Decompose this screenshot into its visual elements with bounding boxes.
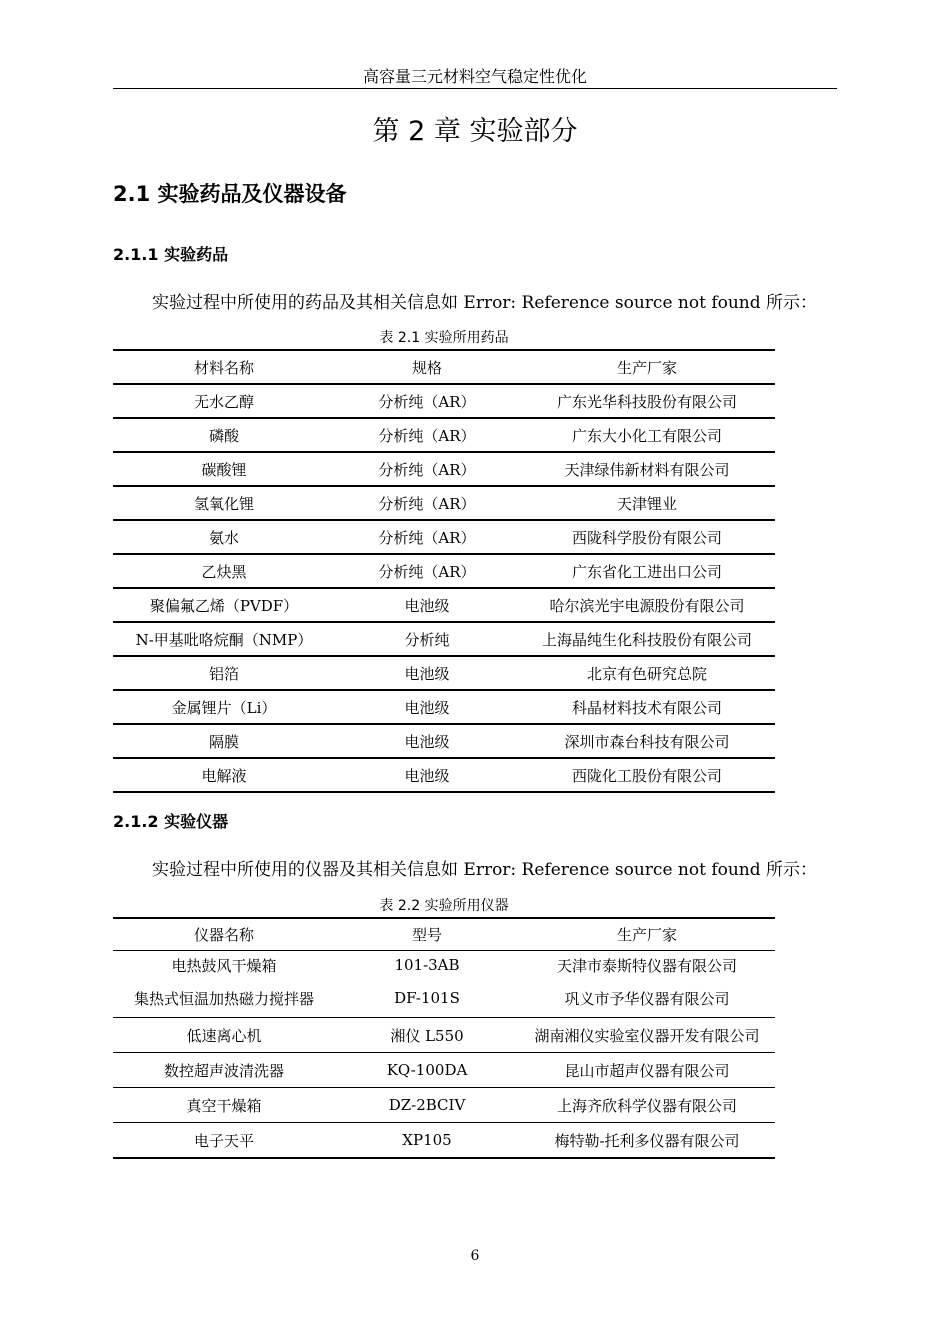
section-title: 2.1 实验药品及仪器设备	[113, 182, 347, 206]
table-cell: 昆山市超声仪器有限公司	[519, 1053, 775, 1088]
table-row	[113, 1018, 775, 1053]
table-row	[113, 758, 775, 792]
table-cell: 电池级	[335, 690, 519, 724]
column-header: 材料名称	[113, 350, 335, 384]
table-cell: 铝箔	[113, 656, 335, 690]
running-header: 高容量三元材料空气稳定性优化	[362, 67, 587, 86]
table-cell: 101-3AB	[394, 956, 460, 974]
table-cell: 上海齐欣科学仪器有限公司	[519, 1088, 775, 1123]
table-row	[113, 1053, 775, 1088]
table-row	[113, 486, 775, 520]
table-cell: 深圳市森台科技有限公司	[519, 724, 775, 758]
table-header-row	[113, 918, 775, 951]
table-cell: 聚偏氟乙烯（PVDF）	[113, 588, 335, 622]
table-cell: 分析纯（AR）	[335, 418, 519, 452]
table-cell: 电池级	[335, 758, 519, 792]
table2-caption: 表 2.2 实验所用仪器	[379, 898, 509, 914]
table-cell: 湘仪 L550	[335, 1018, 519, 1053]
table-cell: 上海晶纯生化科技股份有限公司	[519, 622, 775, 656]
table-cell: DF-101S	[335, 979, 519, 1018]
table-cell: 西陇化工股份有限公司	[519, 758, 775, 792]
table-row	[113, 951, 775, 980]
table-cell: 氢氧化锂	[113, 486, 335, 520]
table-cell: 电池级	[335, 656, 519, 690]
table-cell: 巩义市予华仪器有限公司	[519, 979, 775, 1018]
table-row	[113, 588, 775, 622]
table-cell: 广东光华科技股份有限公司	[519, 384, 775, 418]
table-cell: 哈尔滨光宇电源股份有限公司	[519, 588, 775, 622]
table-cell: 天津锂业	[519, 486, 775, 520]
table-cell: 集热式恒温加热磁力搅拌器	[113, 979, 335, 1018]
column-header: 生产厂家	[519, 918, 775, 951]
table-cell: 电池级	[335, 724, 519, 758]
reagents-intro-paragraph: 实验过程中所使用的药品及其相关信息如 Error: Reference source not found 所示：	[152, 293, 818, 313]
table-cell: 电子天平	[193, 1131, 254, 1150]
table-cell: 无水乙醇	[113, 384, 335, 418]
table-cell: 西陇科学股份有限公司	[519, 520, 775, 554]
table-cell: 金属锂片（Li）	[113, 690, 335, 724]
table-row	[113, 554, 775, 588]
table-row	[113, 384, 775, 418]
table-row	[113, 724, 775, 758]
table-row	[113, 1123, 775, 1159]
header-divider	[113, 88, 837, 89]
instruments-table	[113, 917, 775, 1159]
table-row	[113, 418, 775, 452]
table-row	[113, 622, 775, 656]
table-row	[113, 979, 775, 1018]
subsection-title-reagents: 2.1.1 实验药品	[113, 245, 229, 264]
instruments-intro-paragraph: 实验过程中所使用的仪器及其相关信息如 Error: Reference source not found 所示：	[152, 860, 818, 880]
table-row	[113, 452, 775, 486]
table-cell: 电池级	[335, 588, 519, 622]
table-cell: 电热鼓风干燥箱	[171, 956, 277, 975]
table-cell: 广东省化工进出口公司	[519, 554, 775, 588]
column-header: 仪器名称	[113, 918, 335, 951]
subsection-title-instruments: 2.1.2 实验仪器	[113, 812, 229, 831]
table-cell: 湖南湘仪实验室仪器开发有限公司	[519, 1018, 775, 1053]
table-cell: KQ-100DA	[335, 1053, 519, 1088]
table-cell: 分析纯（AR）	[335, 384, 519, 418]
table-cell: 科晶材料技术有限公司	[519, 690, 775, 724]
table-row	[113, 1088, 775, 1123]
table-cell: 分析纯（AR）	[335, 452, 519, 486]
table-cell: N-甲基吡咯烷酮（NMP）	[113, 622, 335, 656]
table-cell: 隔膜	[113, 724, 335, 758]
table-cell: 分析纯（AR）	[335, 486, 519, 520]
table-cell: 氨水	[113, 520, 335, 554]
table-row	[113, 520, 775, 554]
column-header: 生产厂家	[519, 350, 775, 384]
table-cell: 碳酸锂	[113, 452, 335, 486]
table-cell: 真空干燥箱	[113, 1088, 335, 1123]
table-cell: 低速离心机	[113, 1018, 335, 1053]
table-row	[113, 656, 775, 690]
column-header: 型号	[335, 918, 519, 951]
table-cell: 广东大小化工有限公司	[519, 418, 775, 452]
table-row	[113, 690, 775, 724]
page-number: 6	[470, 1248, 480, 1264]
table-cell: 分析纯（AR）	[335, 520, 519, 554]
table-cell: 天津市泰斯特仪器有限公司	[556, 956, 737, 975]
table1-caption: 表 2.1 实验所用药品	[379, 330, 509, 346]
table-cell: 天津绿伟新材料有限公司	[519, 452, 775, 486]
table-cell: 梅特勒-托利多仪器有限公司	[554, 1131, 740, 1150]
table-header-row	[113, 350, 775, 384]
chapter-title: 第 2 章 实验部分	[372, 116, 578, 147]
reagents-table	[113, 349, 775, 793]
column-header: 规格	[335, 350, 519, 384]
table-cell: 乙炔黑	[113, 554, 335, 588]
table-cell: 电解液	[113, 758, 335, 792]
table-cell: DZ-2BCIV	[335, 1088, 519, 1123]
table-cell: 分析纯（AR）	[335, 554, 519, 588]
table-cell: 数控超声波清洗器	[113, 1053, 335, 1088]
table-cell: 磷酸	[113, 418, 335, 452]
table-cell: 分析纯	[335, 622, 519, 656]
table-cell: XP105	[402, 1131, 452, 1149]
table-cell: 北京有色研究总院	[519, 656, 775, 690]
